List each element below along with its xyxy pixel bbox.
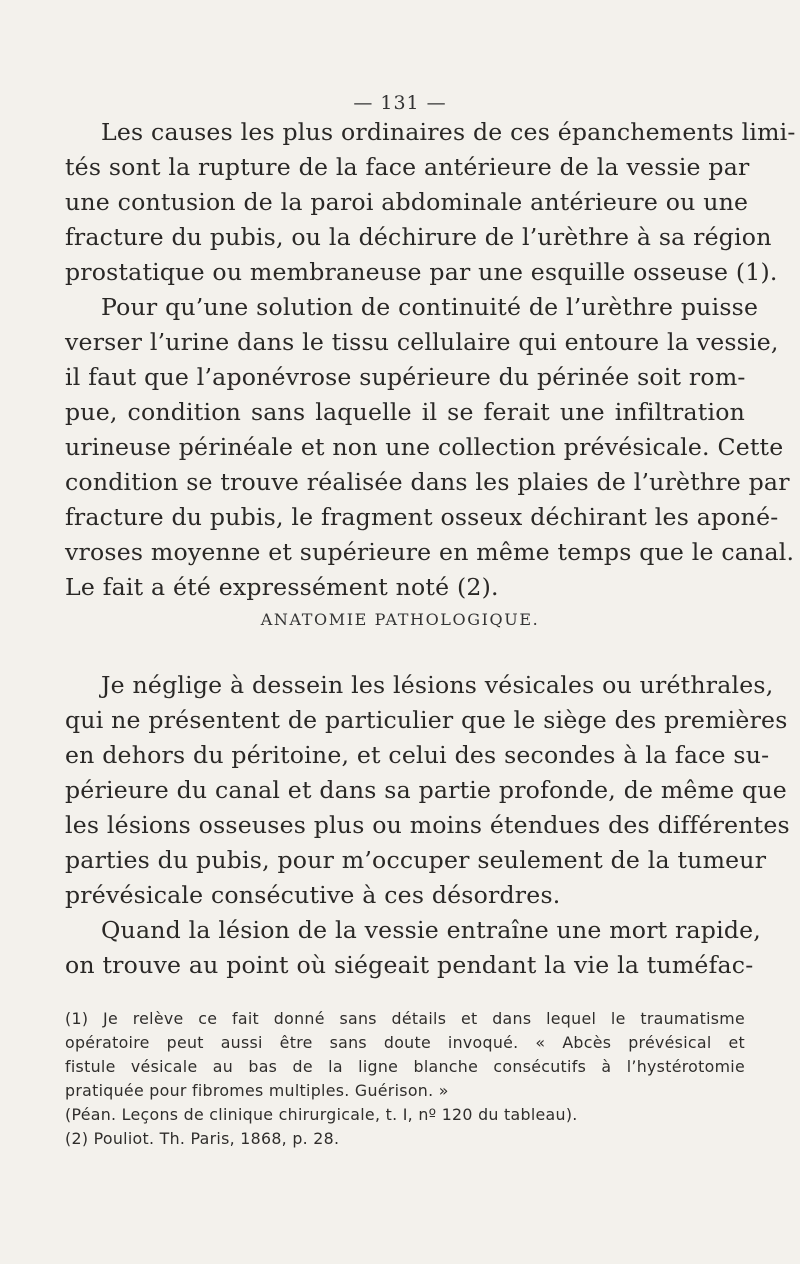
text-line: une contusion de la paroi abdominale antérieure ou une xyxy=(65,188,749,216)
footnote-line: pratiquée pour fibromes multiples. Guérison. » xyxy=(65,1081,449,1100)
text-line: fracture du pubis, le fragment osseux déchirant les aponé- xyxy=(65,503,779,531)
text-line: condition se trouve réalisée dans les plaies de l’urèthre par xyxy=(65,468,790,496)
text-line: prostatique ou membraneuse par une esquille osseuse (1). xyxy=(65,258,778,286)
text-line: Les causes les plus ordinaires de ces épanchements limi- xyxy=(101,118,796,146)
text-line: fracture du pubis, ou la déchirure de l’urèthre à sa région xyxy=(65,223,772,251)
footnote-line: (2) Pouliot. Th. Paris, 1868, p. 28. xyxy=(65,1129,340,1148)
text-line: on trouve au point où siégeait pendant la vie la tuméfac- xyxy=(65,951,754,979)
footnote-line: (Péan. Leçons de clinique chirurgicale, t. I, nº 120 du tableau). xyxy=(65,1105,578,1124)
text-line: périeure du canal et dans sa partie profonde, de même que xyxy=(65,776,787,804)
page-number: — 131 — xyxy=(353,92,447,114)
text-line: urineuse périnéale et non une collection prévésicale. Cette xyxy=(65,433,784,461)
footnote-line: fistule vésicale au bas de la ligne blanche consécutifs à l’hystérotomie xyxy=(65,1057,745,1076)
text-line: Pour qu’une solution de continuité de l’urèthre puisse xyxy=(101,293,759,321)
text-line: parties du pubis, pour m’occuper seulement de la tumeur xyxy=(65,846,767,874)
footnote-line: opératoire peut aussi être sans doute invoqué. « Abcès prévésical et xyxy=(65,1033,745,1052)
text-line: Le fait a été expressément noté (2). xyxy=(65,573,499,601)
text-line: Quand la lésion de la vessie entraîne une mort rapide, xyxy=(101,916,762,944)
text-line: il faut que l’aponévrose supérieure du périnée soit rom- xyxy=(65,363,746,391)
text-line: tés sont la rupture de la face antérieure de la vessie par xyxy=(65,153,750,181)
section-heading: ANATOMIE PATHOLOGIQUE. xyxy=(260,610,540,629)
text-line: pue, condition sans laquelle il se ferait une infiltration xyxy=(65,398,745,426)
text-line: verser l’urine dans le tissu cellulaire qui entoure la vessie, xyxy=(65,328,779,356)
text-line: vroses moyenne et supérieure en même temps que le canal. xyxy=(65,538,795,566)
text-line: qui ne présentent de particulier que le siège des premières xyxy=(65,706,788,734)
footnote-line: (1) Je relève ce fait donné sans détails et dans lequel le traumatisme xyxy=(65,1009,745,1028)
text-line: prévésicale consécutive à ces désordres. xyxy=(65,881,561,909)
text-line: Je néglige à dessein les lésions vésicales ou uréthrales, xyxy=(101,671,774,699)
text-line: en dehors du péritoine, et celui des secondes à la face su- xyxy=(65,741,770,769)
text-line: les lésions osseuses plus ou moins étendues des différentes xyxy=(65,811,790,839)
